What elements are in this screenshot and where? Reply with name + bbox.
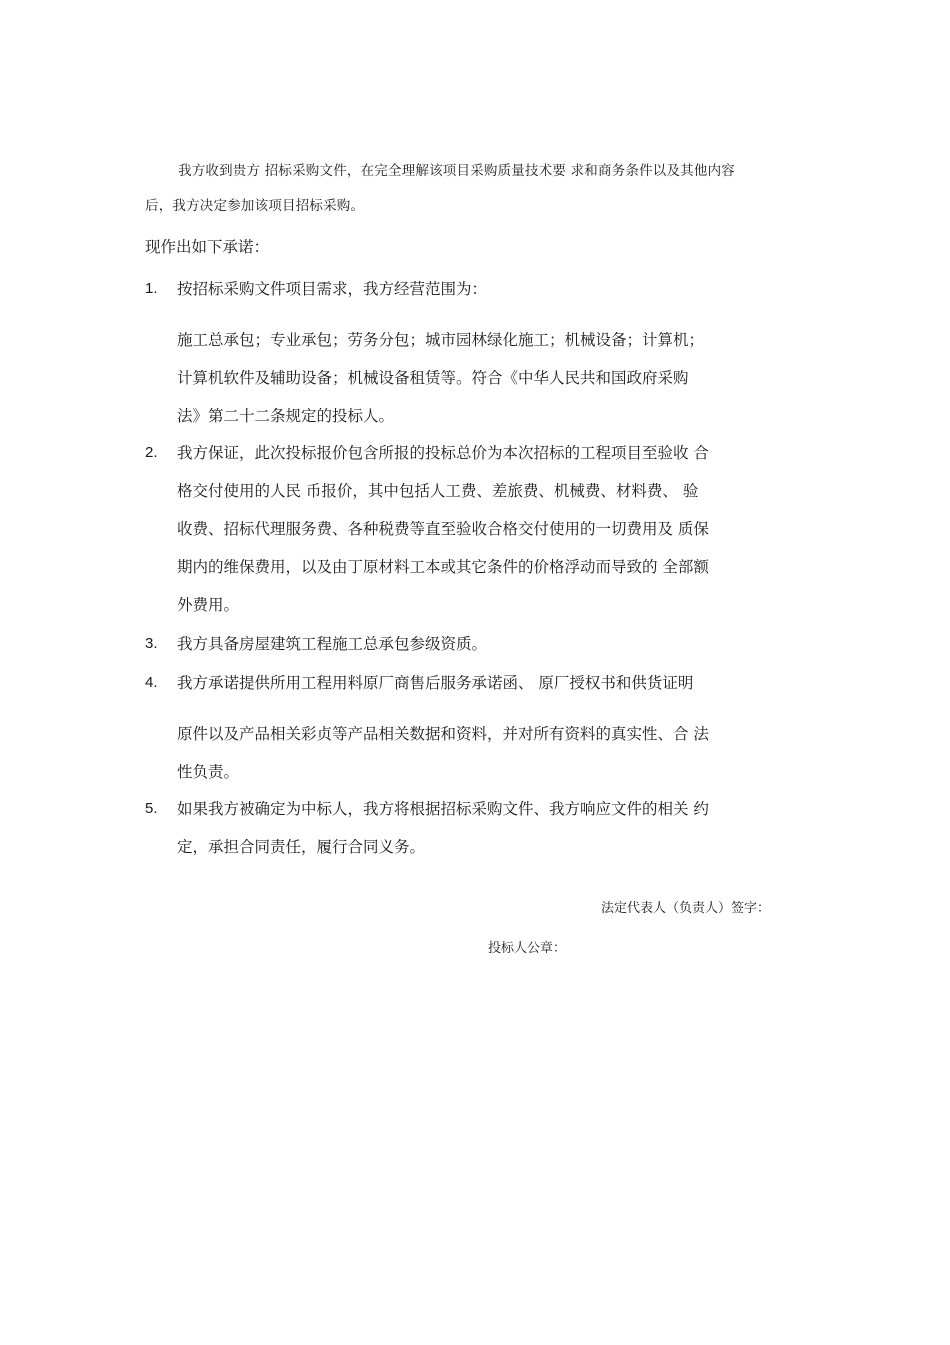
bidder-seal-label: 投标人公章：	[488, 941, 567, 956]
item-line: 外费用。	[177, 596, 240, 614]
item-text	[177, 270, 797, 308]
item-line: 期内的维保费用，以及由丁原材料工本或其它条件的价格浮动而导致的 全部额	[177, 558, 709, 576]
item-line: 法》第二十二条规定的投标人。	[177, 407, 395, 425]
item-number: 3.	[145, 635, 158, 652]
item-number: 1.	[145, 280, 158, 297]
item-text	[177, 434, 797, 624]
item-text	[177, 664, 797, 702]
item-line: 我方承诺提供所用工程用料原厂商售后服务承诺函、 原厂授权书和供货证明	[177, 674, 694, 692]
item-line: 我方具备房屋建筑工程施工总承包参级资质。	[177, 635, 488, 653]
item-line: 我方保证，此次投标报价包含所报的投标总价为本次招标的工程项目至验收 合	[177, 444, 709, 462]
item-line: 按招标采购文件项目需求，我方经营范围为：	[177, 280, 488, 298]
item-number: 2.	[145, 444, 158, 461]
item-text-continued	[177, 715, 797, 791]
business-scope	[177, 321, 797, 435]
item-line: 原件以及产品相关彩贞等产品相关数据和资料，并对所有资料的真实性、合 法	[177, 725, 709, 743]
intro-paragraph	[145, 154, 795, 224]
item-text	[177, 790, 797, 866]
representative-signature-label: 法定代表人（负责人）签字：	[601, 901, 771, 916]
item-line: 收费、招标代理服务费、各种税费等直至验收合格交付使用的一切费用及 质保	[177, 520, 709, 538]
item-number: 4.	[145, 674, 158, 691]
item-line: 性负责。	[177, 763, 240, 781]
item-line: 施工总承包；专业承包；劳务分包；城市园林绿化施工；机械设备；计算机；	[177, 331, 705, 349]
commitment-lead: 现作出如下承诺：	[145, 238, 270, 256]
item-number: 5.	[145, 800, 158, 817]
intro-line: 我方收到贵方 招标采购文件，在完全理解该项目采购质量技术要 求和商务条件以及其他内容	[178, 163, 735, 179]
item-text	[177, 625, 797, 663]
item-line: 如果我方被确定为中标人，我方将根据招标采购文件、我方响应文件的相关 约	[177, 800, 709, 818]
item-line: 计算机软件及辅助设备；机械设备租赁等。符合《中华人民共和国政府采购	[177, 369, 689, 387]
item-line: 格交付使用的人民 币报价，其中包括人工费、差旅费、机械费、材料费、 验	[177, 482, 699, 500]
item-line: 定，承担合同责任，履行合同义务。	[177, 838, 426, 856]
intro-line: 后，我方决定参加该项目招标采购。	[145, 198, 365, 214]
